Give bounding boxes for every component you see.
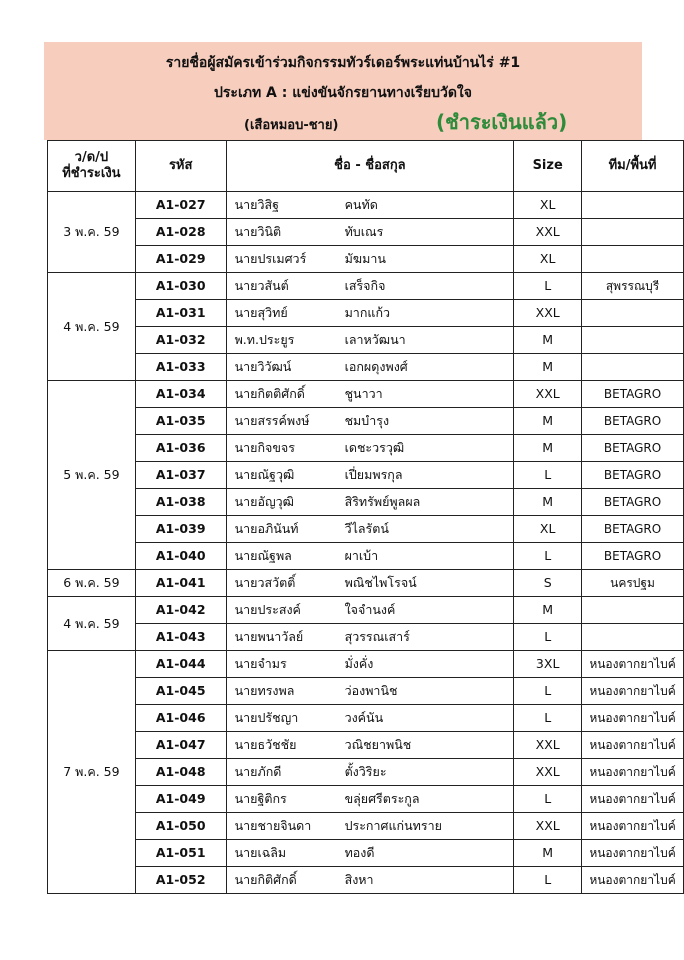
last-name: ว่องพานิช <box>344 683 398 698</box>
table-row <box>48 192 684 219</box>
team-cell: หนองตากยาไบค์ <box>582 759 684 786</box>
name-cell <box>226 570 514 597</box>
team-cell <box>582 300 684 327</box>
table-header-row <box>48 141 684 192</box>
last-name: ประกาศแก่นทราย <box>344 818 442 833</box>
team-cell: หนองตากยาไบค์ <box>582 651 684 678</box>
payment-date-cell: 5 พ.ค. 59 <box>48 381 136 570</box>
team-cell: สุพรรณบุรี <box>582 273 684 300</box>
last-name: ทองดี <box>344 845 375 860</box>
first-name: นายฐิติกร <box>234 791 287 806</box>
last-name: สิริทรัพย์พูลผล <box>344 494 421 509</box>
table-row <box>48 570 684 597</box>
payment-date-cell: 3 พ.ค. 59 <box>48 192 136 273</box>
table-row <box>48 354 684 381</box>
first-name: นายภักดี <box>234 764 282 779</box>
name-cell <box>226 354 514 381</box>
first-name: นายวิสิฐ <box>234 197 279 212</box>
team-cell: BETAGRO <box>582 381 684 408</box>
code-cell: A1-030 <box>135 273 226 300</box>
header-team: ทีม/พื้นที่ <box>582 141 684 192</box>
last-name: พณิชไพโรจน์ <box>344 575 417 590</box>
first-name: นายประสงค์ <box>234 602 301 617</box>
code-cell: A1-052 <box>135 867 226 894</box>
team-cell: หนองตากยาไบค์ <box>582 786 684 813</box>
team-cell <box>582 597 684 624</box>
code-cell: A1-028 <box>135 219 226 246</box>
name-cell <box>226 489 514 516</box>
size-cell: XL <box>514 516 582 543</box>
first-name: นายปรัชญา <box>234 710 299 725</box>
table-row <box>48 867 684 894</box>
name-cell <box>226 273 514 300</box>
name-cell <box>226 219 514 246</box>
last-name: เสร็จกิจ <box>344 278 386 293</box>
table-row <box>48 408 684 435</box>
first-name: นายปรเมศวร์ <box>234 251 307 266</box>
table-row <box>48 462 684 489</box>
code-cell: A1-045 <box>135 678 226 705</box>
name-cell <box>226 813 514 840</box>
code-cell: A1-051 <box>135 840 226 867</box>
table-row <box>48 273 684 300</box>
last-name: เดชะวรวุฒิ <box>344 440 405 455</box>
team-cell: หนองตากยาไบค์ <box>582 705 684 732</box>
last-name: ชูนาวา <box>344 386 383 401</box>
size-cell: L <box>514 678 582 705</box>
first-name: นายชายจินดา <box>234 818 312 833</box>
table-row <box>48 381 684 408</box>
table-row <box>48 516 684 543</box>
last-name: ชมบำรุง <box>344 413 390 428</box>
team-cell: BETAGRO <box>582 543 684 570</box>
team-cell: หนองตากยาไบค์ <box>582 867 684 894</box>
size-cell: L <box>514 705 582 732</box>
table-row <box>48 651 684 678</box>
code-cell: A1-038 <box>135 489 226 516</box>
name-cell <box>226 786 514 813</box>
size-cell: M <box>514 354 582 381</box>
team-cell <box>582 192 684 219</box>
code-cell: A1-033 <box>135 354 226 381</box>
table-row <box>48 786 684 813</box>
name-cell <box>226 678 514 705</box>
size-cell: XXL <box>514 813 582 840</box>
last-name: วณิชยาพนิช <box>344 737 412 752</box>
last-name: ทับเณร <box>344 224 384 239</box>
paid-status-label: (ชำระเงินแล้ว) <box>436 110 568 134</box>
first-name: นายธวัชชัย <box>234 737 297 752</box>
first-name: นายอภินันท์ <box>234 521 299 536</box>
last-name: มัฆมาน <box>344 251 386 266</box>
first-name: นายสรรค์พงษ์ <box>234 413 310 428</box>
name-cell <box>226 840 514 867</box>
first-name: นายอัญวุฒิ <box>234 494 294 509</box>
team-cell: BETAGRO <box>582 489 684 516</box>
first-name: นายกิติศักดิ์ <box>234 872 297 887</box>
last-name: ตั้งวิริยะ <box>344 764 387 779</box>
first-name: นายวิวัฒน์ <box>234 359 292 374</box>
first-name: นายทรงพล <box>234 683 295 698</box>
name-cell <box>226 597 514 624</box>
name-cell <box>226 705 514 732</box>
size-cell: XXL <box>514 759 582 786</box>
last-name: สุวรรณเสาร์ <box>344 629 410 644</box>
last-name: เอกผดุงพงศ์ <box>344 359 408 374</box>
size-cell: M <box>514 435 582 462</box>
header-code: รหัส <box>135 141 226 192</box>
size-cell: 3XL <box>514 651 582 678</box>
document-header <box>44 42 642 140</box>
document-title: รายชื่อผู้สมัครเข้าร่วมกิจกรรมทัวร์เดอร์พระแท่นบ้านไร่ #1 <box>165 55 521 71</box>
first-name: นายจำมร <box>234 656 287 671</box>
team-cell <box>582 246 684 273</box>
name-cell <box>226 867 514 894</box>
size-cell: L <box>514 543 582 570</box>
table-row <box>48 543 684 570</box>
first-name: นายเฉลิม <box>234 845 287 860</box>
table-row <box>48 219 684 246</box>
code-cell: A1-035 <box>135 408 226 435</box>
team-cell: BETAGRO <box>582 435 684 462</box>
payment-date-cell: 7 พ.ค. 59 <box>48 651 136 894</box>
table-row <box>48 327 684 354</box>
last-name: มั่งคั่ง <box>344 656 374 671</box>
table-row <box>48 813 684 840</box>
last-name: วีไลรัตน์ <box>344 521 389 536</box>
payment-date-cell: 4 พ.ค. 59 <box>48 273 136 381</box>
code-cell: A1-041 <box>135 570 226 597</box>
code-cell: A1-050 <box>135 813 226 840</box>
first-name: นายสุวิทย์ <box>234 305 288 320</box>
code-cell: A1-048 <box>135 759 226 786</box>
size-cell: XXL <box>514 219 582 246</box>
team-cell: หนองตากยาไบค์ <box>582 732 684 759</box>
payment-date-cell: 4 พ.ค. 59 <box>48 597 136 651</box>
team-cell: BETAGRO <box>582 408 684 435</box>
table-row <box>48 759 684 786</box>
first-name: นายกิตติศักดิ์ <box>234 386 305 401</box>
name-cell <box>226 435 514 462</box>
first-name: นายณัฐวุฒิ <box>234 467 295 482</box>
code-cell: A1-027 <box>135 192 226 219</box>
team-cell: BETAGRO <box>582 462 684 489</box>
code-cell: A1-047 <box>135 732 226 759</box>
name-cell <box>226 192 514 219</box>
size-cell: M <box>514 408 582 435</box>
size-cell: S <box>514 570 582 597</box>
size-cell: XXL <box>514 381 582 408</box>
code-cell: A1-032 <box>135 327 226 354</box>
table-row <box>48 300 684 327</box>
size-cell: L <box>514 786 582 813</box>
code-cell: A1-029 <box>135 246 226 273</box>
table-row <box>48 678 684 705</box>
name-cell <box>226 462 514 489</box>
last-name: มากแก้ว <box>344 305 391 320</box>
name-cell <box>226 300 514 327</box>
header-name: ชื่อ - ชื่อสกุล <box>226 141 514 192</box>
size-cell: L <box>514 462 582 489</box>
size-cell: M <box>514 489 582 516</box>
code-cell: A1-034 <box>135 381 226 408</box>
name-cell <box>226 408 514 435</box>
team-cell <box>582 219 684 246</box>
team-cell: นครปฐม <box>582 570 684 597</box>
code-cell: A1-049 <box>135 786 226 813</box>
table-row <box>48 597 684 624</box>
name-cell <box>226 327 514 354</box>
last-name: เปี่ยมพรกุล <box>344 467 403 482</box>
first-name: นายวินิติ <box>234 224 282 239</box>
first-name: นายวสันต์ <box>234 278 289 293</box>
first-name: นายณัฐพล <box>234 548 292 563</box>
name-cell <box>226 246 514 273</box>
size-cell: M <box>514 327 582 354</box>
team-cell: หนองตากยาไบค์ <box>582 813 684 840</box>
table-row <box>48 705 684 732</box>
size-cell: M <box>514 597 582 624</box>
size-cell: XL <box>514 192 582 219</box>
table-row <box>48 732 684 759</box>
first-name: พ.ท.ประยูร <box>234 332 295 347</box>
code-cell: A1-031 <box>135 300 226 327</box>
code-cell: A1-042 <box>135 597 226 624</box>
name-cell <box>226 516 514 543</box>
team-cell: หนองตากยาไบค์ <box>582 840 684 867</box>
header-size: Size <box>514 141 582 192</box>
code-cell: A1-040 <box>135 543 226 570</box>
table-row <box>48 624 684 651</box>
code-cell: A1-043 <box>135 624 226 651</box>
first-name: นายกิจขจร <box>234 440 295 455</box>
size-cell: L <box>514 273 582 300</box>
payment-date-cell: 6 พ.ค. 59 <box>48 570 136 597</box>
team-cell: BETAGRO <box>582 516 684 543</box>
name-cell <box>226 381 514 408</box>
last-name: วงค์นัน <box>344 710 384 725</box>
last-name: ขลุ่ยศรีตระกูล <box>344 791 420 806</box>
subcategory-label: (เสือหมอบ-ชาย) <box>244 118 339 133</box>
name-cell <box>226 543 514 570</box>
last-name: ใจจำนงค์ <box>344 602 396 617</box>
size-cell: L <box>514 867 582 894</box>
name-cell <box>226 624 514 651</box>
size-cell: M <box>514 840 582 867</box>
code-cell: A1-044 <box>135 651 226 678</box>
code-cell: A1-046 <box>135 705 226 732</box>
team-cell: หนองตากยาไบค์ <box>582 678 684 705</box>
code-cell: A1-036 <box>135 435 226 462</box>
code-cell: A1-039 <box>135 516 226 543</box>
name-cell <box>226 759 514 786</box>
header-date: ว/ด/ป ที่ชำระเงิน <box>48 141 136 192</box>
table-row <box>48 489 684 516</box>
size-cell: L <box>514 624 582 651</box>
name-cell <box>226 732 514 759</box>
team-cell <box>582 354 684 381</box>
category-title: ประเภท A : แข่งขันจักรยานทางเรียบวัดใจ <box>214 85 472 101</box>
size-cell: XL <box>514 246 582 273</box>
first-name: นายวสวัตติ์ <box>234 575 296 590</box>
registrant-table <box>47 140 684 894</box>
team-cell <box>582 327 684 354</box>
size-cell: XXL <box>514 732 582 759</box>
team-cell <box>582 624 684 651</box>
first-name: นายพนาวัลย์ <box>234 629 304 644</box>
table-row <box>48 435 684 462</box>
last-name: คนทัด <box>344 197 378 212</box>
name-cell <box>226 651 514 678</box>
last-name: สิงหา <box>344 872 374 887</box>
last-name: ผาเบ้า <box>344 548 379 563</box>
last-name: เลาหวัฒนา <box>344 332 406 347</box>
table-row <box>48 246 684 273</box>
code-cell: A1-037 <box>135 462 226 489</box>
table-row <box>48 840 684 867</box>
size-cell: XXL <box>514 300 582 327</box>
